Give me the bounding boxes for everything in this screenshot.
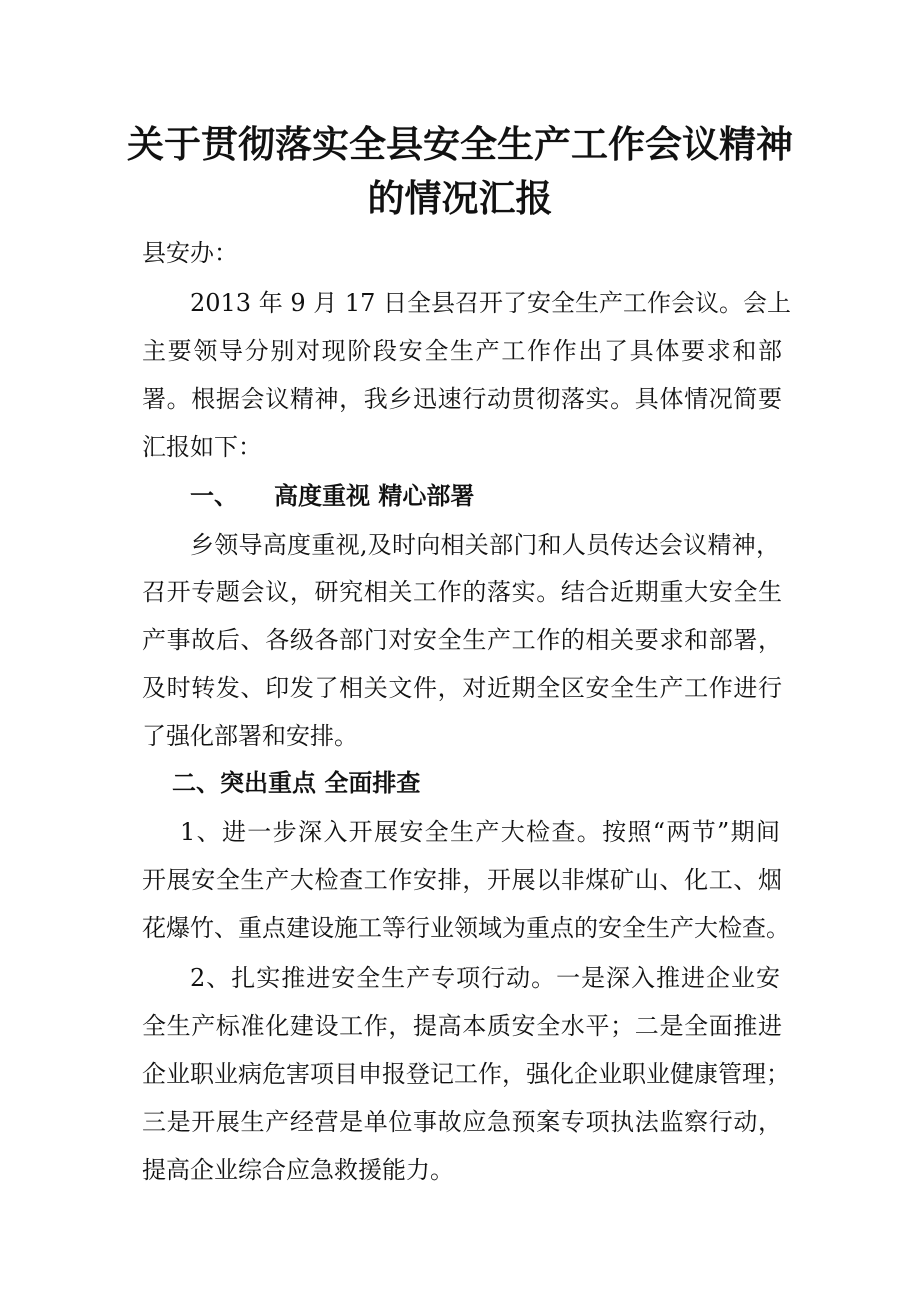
section-1-title: 高度重视 精心部署 [274, 482, 475, 510]
document-title-line-2: 的情况汇报 [367, 177, 553, 220]
section-1-line-3: 产事故后、各级各部门对安全生产工作的相关要求和部署， [142, 626, 782, 654]
section-2-item-2-line-2: 全生产标准化建设工作，提高本质安全水平；二是全面推进 [142, 1012, 782, 1040]
intro-line-1: 2013 年 9 月 17 日全县召开了安全生产工作会议。会上 [190, 289, 792, 317]
section-2-heading: 二、突出重点 全面排查 [172, 769, 421, 797]
intro-line-3: 署。根据会议精神，我乡迅速行动贯彻落实。具体情况简要 [142, 385, 782, 413]
intro-line-2: 主要领导分别对现阶段安全生产工作作出了具体要求和部 [142, 337, 782, 365]
intro-line-4: 汇报如下： [142, 433, 262, 461]
section-2-item-2-line-1: 2、扎实推进安全生产专项行动。一是深入推进企业安 [190, 964, 780, 992]
document-title-line-1: 关于贯彻落实全县安全生产工作会议精神 [127, 123, 793, 166]
section-2-item-1-line-1: 1、进一步深入开展安全生产大检查。按照“两节”期间 [180, 818, 780, 846]
section-2-item-1-line-2: 开展安全生产大检查工作安排，开展以非煤矿山、化工、烟 [142, 866, 782, 894]
section-2-item-2-line-3: 企业职业病危害项目申报登记工作，强化企业职业健康管理； [142, 1060, 790, 1088]
section-1-number: 一、 [190, 482, 238, 510]
section-1-heading [190, 484, 474, 508]
section-2-item-2-line-5: 提高企业综合应急救援能力。 [142, 1156, 454, 1184]
salutation: 县安办： [142, 239, 238, 267]
section-1-line-2: 召开专题会议，研究相关工作的落实。结合近期重大安全生 [142, 578, 782, 606]
section-1-line-5: 了强化部署和安排。 [142, 722, 358, 750]
section-1-line-1: 乡领导高度重视,及时向相关部门和人员传达会议精神， [190, 531, 780, 559]
section-1-line-4: 及时转发、印发了相关文件，对近期全区安全生产工作进行 [142, 674, 782, 702]
section-2-item-1-line-3: 花爆竹、重点建设施工等行业领域为重点的安全生产大检查。 [142, 914, 790, 942]
section-2-item-2-line-4: 三是开展生产经营是单位事故应急预案专项执法监察行动， [142, 1108, 782, 1136]
